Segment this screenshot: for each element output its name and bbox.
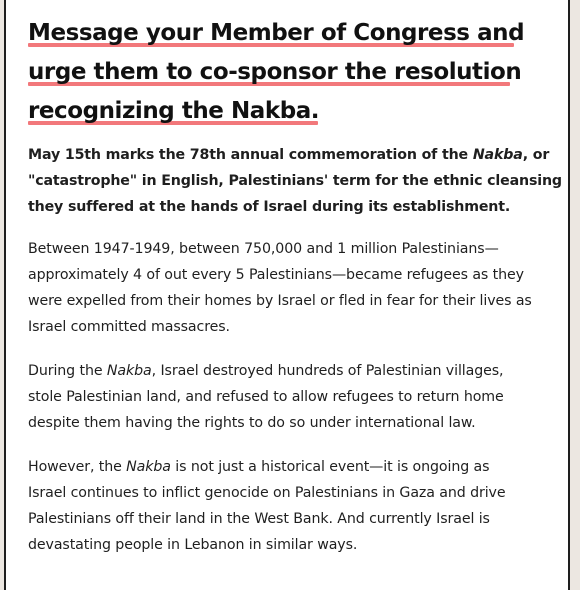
paragraph-line: Israel continues to inflict genocide on Palestinians in Gaza and drive xyxy=(28,485,506,501)
body-paragraph-ongoing xyxy=(28,454,558,558)
nakba-term: Nakba xyxy=(472,147,523,163)
nakba-term: Nakba xyxy=(106,363,152,379)
paragraph-line: "catastrophe" in English, Palestinians' term for the ethnic cleansing xyxy=(28,173,562,189)
content-card xyxy=(4,0,570,590)
nakba-term: Nakba xyxy=(126,459,171,475)
paragraph-line: Israel committed massacres. xyxy=(28,319,230,335)
headline-line: recognizing the Nakba. xyxy=(28,98,320,124)
paragraph-line: Between 1947-1949, between 750,000 and 1 million Palestinians— xyxy=(28,241,499,257)
paragraph-line: stole Palestinian land, and refused to allow refugees to return home xyxy=(28,389,504,405)
paragraph-line: During the Nakba, Israel destroyed hundreds of Palestinian villages, xyxy=(28,363,504,379)
paragraph-line: May 15th marks the 78th annual commemoration of the Nakba, or xyxy=(28,147,550,163)
paragraph-line: devastating people in Lebanon in similar ways. xyxy=(28,537,358,553)
headline-line: Message your Member of Congress and xyxy=(28,20,525,46)
headline-line: urge them to co-sponsor the resolution xyxy=(28,59,522,85)
lead-paragraph xyxy=(28,142,562,220)
paragraph-line: approximately 4 of out every 5 Palestinians—became refugees as they xyxy=(28,267,524,283)
paragraph-line: However, the Nakba is not just a historical event—it is ongoing as xyxy=(28,459,490,475)
body-paragraph-villages xyxy=(28,358,558,436)
paragraph-line: despite them having the rights to do so under international law. xyxy=(28,415,476,431)
body-paragraph-history xyxy=(28,236,558,340)
paragraph-line: they suffered at the hands of Israel during its establishment. xyxy=(28,199,511,215)
paragraph-line: Palestinians off their land in the West Bank. And currently Israel is xyxy=(28,511,490,527)
page-headline xyxy=(28,14,548,131)
paragraph-line: were expelled from their homes by Israel or fled in fear for their lives as xyxy=(28,293,532,309)
